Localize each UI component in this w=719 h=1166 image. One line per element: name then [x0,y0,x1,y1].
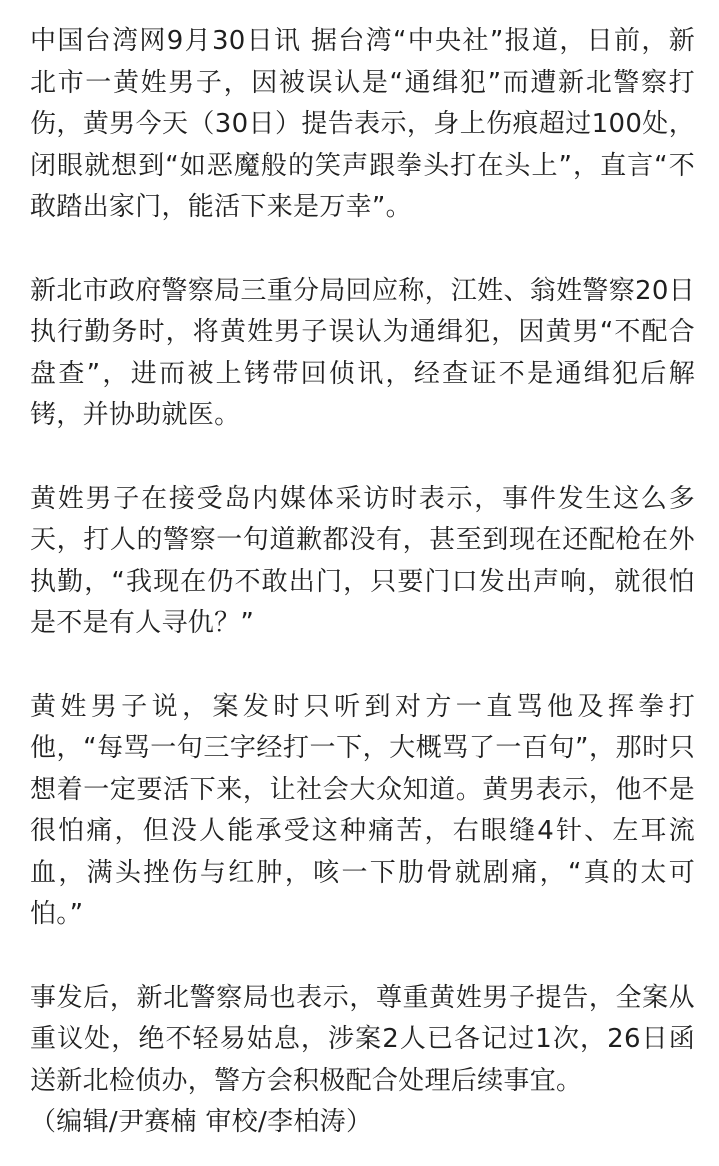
paragraph-2: 新北市政府警察局三重分局回应称，江姓、翁姓警察20日执行勤务时，将黄姓男子误认为通缉犯，因黄男“不配合盘查”，进而被上铐带回侦讯，经查证不是通缉犯后解铐，并协助就医。 [30,275,695,430]
paragraph-5 [30,978,695,1144]
editor-credit: （编辑/尹赛楠 审校/李柏涛） [30,1107,373,1137]
paragraph-4: 黄姓男子说，案发时只听到对方一直骂他及挥拳打他，“每骂一句三字经打一下，大概骂了一百句”，那时只想着一定要活下来，让社会大众知道。黄男表示，他不是很怕痛，但没人能承受这种痛苦，右眼缝4针、左耳流血，满头挫伤与红肿，咳一下肋骨就剧痛，“真的太可怕。” [30,691,695,929]
article-body [30,21,695,1144]
paragraph-5-text: 事发后，新北警察局也表示，尊重黄姓男子提告，全案从重议处，绝不轻易姑息，涉案2人已各记过1次，26日函送新北检侦办，警方会积极配合处理后续事宜。 [30,982,695,1096]
paragraph-1: 中国台湾网9月30日讯 据台湾“中央社”报道，日前，新北市一黄姓男子，因被误认是“通缉犯”而遭新北警察打伤，黄男今天（30日）提告表示，身上伤痕超过100处，闭眼就想到“如恶魔般的笑声跟拳头打在头上”，直言“不敢踏出家门，能活下来是万幸”。 [30,26,695,222]
paragraph-3: 黄姓男子在接受岛内媒体采访时表示，事件发生这么多天，打人的警察一句道歉都没有，甚至到现在还配枪在外执勤，“我现在仍不敢出门，只要门口发出声响，就很怕是不是有人寻仇？” [30,483,695,638]
